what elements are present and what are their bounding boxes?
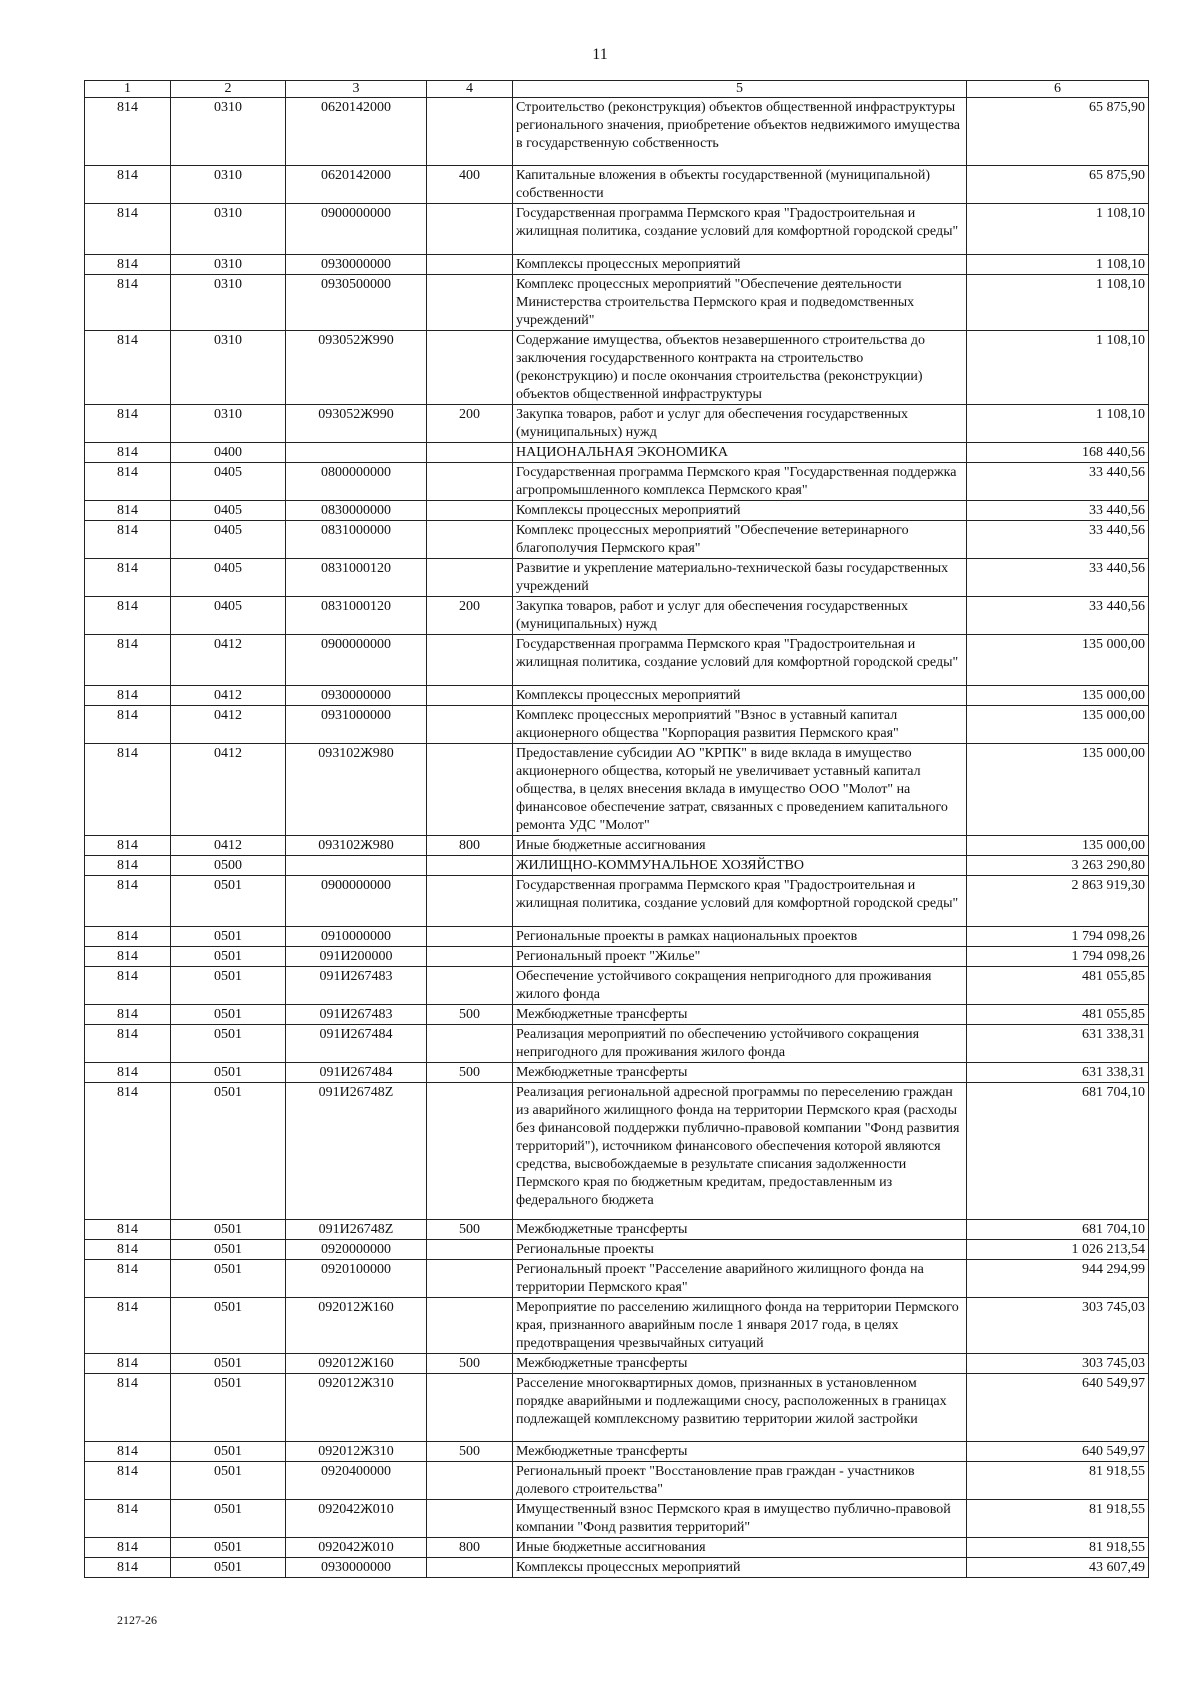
item-description-cell: Государственная программа Пермского края "Государственная поддержка агропромышленного комплекса Пермского края": [513, 463, 967, 501]
expense-type-code-cell: 500: [427, 1442, 513, 1462]
table-row: [85, 1298, 1149, 1354]
table-row: [85, 1374, 1149, 1442]
amount-cell: 135 000,00: [967, 635, 1149, 686]
target-article-code-cell: 0831000120: [286, 597, 427, 635]
expense-type-code-cell: [427, 927, 513, 947]
table-row: [85, 98, 1149, 166]
expense-type-code-cell: 500: [427, 1005, 513, 1025]
target-article-code-cell: 092012Ж160: [286, 1354, 427, 1374]
item-description-cell: Региональные проекты в рамках национальных проектов: [513, 927, 967, 947]
ministry-code-cell: 814: [85, 255, 171, 275]
section-code-cell: 0501: [171, 1025, 286, 1063]
item-description-cell: Государственная программа Пермского края "Градостроительная и жилищная политика, создание условий для комфортной городской среды": [513, 876, 967, 927]
target-article-code-cell: 091И267483: [286, 1005, 427, 1025]
column-header-3: 3: [286, 81, 427, 98]
item-description-cell: Региональный проект "Жилье": [513, 947, 967, 967]
expense-type-code-cell: [427, 501, 513, 521]
table-row: [85, 706, 1149, 744]
target-article-code-cell: 0800000000: [286, 463, 427, 501]
section-code-cell: 0501: [171, 947, 286, 967]
item-description-cell: Межбюджетные трансферты: [513, 1005, 967, 1025]
amount-cell: 1 794 098,26: [967, 947, 1149, 967]
ministry-code-cell: 814: [85, 1063, 171, 1083]
item-description-cell: Межбюджетные трансферты: [513, 1442, 967, 1462]
expense-type-code-cell: [427, 1298, 513, 1354]
amount-cell: 1 108,10: [967, 255, 1149, 275]
item-description-cell: Мероприятие по расселению жилищного фонда на территории Пермского края, признанного аварийным после 1 января 2017 года, в целях предотвращения чрезвычайных ситуаций: [513, 1298, 967, 1354]
target-article-code-cell: 093052Ж990: [286, 331, 427, 405]
section-code-cell: 0501: [171, 1462, 286, 1500]
amount-cell: 135 000,00: [967, 686, 1149, 706]
expense-type-code-cell: [427, 967, 513, 1005]
amount-cell: 81 918,55: [967, 1538, 1149, 1558]
ministry-code-cell: 814: [85, 559, 171, 597]
section-code-cell: 0310: [171, 331, 286, 405]
expense-type-code-cell: [427, 1083, 513, 1220]
section-code-cell: 0400: [171, 443, 286, 463]
ministry-code-cell: 814: [85, 1083, 171, 1220]
table-row: [85, 443, 1149, 463]
ministry-code-cell: 814: [85, 1025, 171, 1063]
table-row: [85, 1063, 1149, 1083]
item-description-cell: Комплекс процессных мероприятий "Обеспечение ветеринарного благополучия Пермского края": [513, 521, 967, 559]
expense-type-code-cell: [427, 1558, 513, 1578]
target-article-code-cell: 091И26748Z: [286, 1220, 427, 1240]
table-row: [85, 635, 1149, 686]
expense-type-code-cell: 800: [427, 1538, 513, 1558]
section-code-cell: 0412: [171, 744, 286, 836]
target-article-code-cell: 0620142000: [286, 98, 427, 166]
ministry-code-cell: 814: [85, 463, 171, 501]
expense-type-code-cell: 200: [427, 405, 513, 443]
item-description-cell: Иные бюджетные ассигнования: [513, 1538, 967, 1558]
amount-cell: 303 745,03: [967, 1354, 1149, 1374]
item-description-cell: Строительство (реконструкция) объектов общественной инфраструктуры регионального значения, приобретение объектов недвижимого имущества в государственную собственность: [513, 98, 967, 166]
table-row: [85, 597, 1149, 635]
ministry-code-cell: 814: [85, 331, 171, 405]
table-row: [85, 947, 1149, 967]
section-code-cell: 0310: [171, 98, 286, 166]
expense-type-code-cell: [427, 1260, 513, 1298]
amount-cell: 33 440,56: [967, 597, 1149, 635]
expense-type-code-cell: [427, 1025, 513, 1063]
expense-type-code-cell: [427, 706, 513, 744]
section-code-cell: 0501: [171, 1298, 286, 1354]
target-article-code-cell: 0900000000: [286, 204, 427, 255]
item-description-cell: Содержание имущества, объектов незавершенного строительства до заключения государственного контракта на строительство (реконструкцию) и после окончания строительства (реконструкции) объектов общественной инфраструктуры: [513, 331, 967, 405]
expense-type-code-cell: [427, 1374, 513, 1442]
item-description-cell: Межбюджетные трансферты: [513, 1063, 967, 1083]
section-code-cell: 0500: [171, 856, 286, 876]
amount-cell: 2 863 919,30: [967, 876, 1149, 927]
item-description-cell: Региональные проекты: [513, 1240, 967, 1260]
item-description-cell: Межбюджетные трансферты: [513, 1220, 967, 1240]
ministry-code-cell: 814: [85, 1298, 171, 1354]
item-description-cell: Имущественный взнос Пермского края в имущество публично-правовой компании "Фонд развития территорий": [513, 1500, 967, 1538]
section-code-cell: 0501: [171, 1374, 286, 1442]
table-row: [85, 1260, 1149, 1298]
expense-type-code-cell: [427, 876, 513, 927]
section-code-cell: 0405: [171, 521, 286, 559]
target-article-code-cell: 0830000000: [286, 501, 427, 521]
table-row: [85, 405, 1149, 443]
item-description-cell: НАЦИОНАЛЬНАЯ ЭКОНОМИКА: [513, 443, 967, 463]
item-description-cell: Реализация мероприятий по обеспечению устойчивого сокращения непригодного для проживания жилого фонда: [513, 1025, 967, 1063]
target-article-code-cell: 092042Ж010: [286, 1500, 427, 1538]
target-article-code-cell: [286, 443, 427, 463]
table-row: [85, 744, 1149, 836]
section-code-cell: 0405: [171, 463, 286, 501]
ministry-code-cell: 814: [85, 501, 171, 521]
expense-type-code-cell: 400: [427, 166, 513, 204]
amount-cell: 135 000,00: [967, 706, 1149, 744]
target-article-code-cell: 0931000000: [286, 706, 427, 744]
table-row: [85, 836, 1149, 856]
ministry-code-cell: 814: [85, 1558, 171, 1578]
ministry-code-cell: 814: [85, 275, 171, 331]
ministry-code-cell: 814: [85, 876, 171, 927]
section-code-cell: 0501: [171, 927, 286, 947]
expense-type-code-cell: [427, 463, 513, 501]
section-code-cell: 0310: [171, 166, 286, 204]
ministry-code-cell: 814: [85, 706, 171, 744]
ministry-code-cell: 814: [85, 1374, 171, 1442]
section-code-cell: 0405: [171, 597, 286, 635]
section-code-cell: 0310: [171, 275, 286, 331]
target-article-code-cell: 0930000000: [286, 255, 427, 275]
amount-cell: 1 108,10: [967, 275, 1149, 331]
target-article-code-cell: 091И267483: [286, 967, 427, 1005]
column-header-2: 2: [171, 81, 286, 98]
expense-type-code-cell: 500: [427, 1354, 513, 1374]
item-description-cell: Государственная программа Пермского края "Градостроительная и жилищная политика, создание условий для комфортной городской среды": [513, 635, 967, 686]
target-article-code-cell: 092012Ж160: [286, 1298, 427, 1354]
item-description-cell: Комплексы процессных мероприятий: [513, 1558, 967, 1578]
ministry-code-cell: 814: [85, 1538, 171, 1558]
target-article-code-cell: 092012Ж310: [286, 1374, 427, 1442]
section-code-cell: 0501: [171, 1063, 286, 1083]
amount-cell: 481 055,85: [967, 967, 1149, 1005]
amount-cell: 681 704,10: [967, 1220, 1149, 1240]
target-article-code-cell: 0831000000: [286, 521, 427, 559]
ministry-code-cell: 814: [85, 521, 171, 559]
section-code-cell: 0412: [171, 706, 286, 744]
amount-cell: 33 440,56: [967, 463, 1149, 501]
ministry-code-cell: 814: [85, 744, 171, 836]
table-row: [85, 204, 1149, 255]
section-code-cell: 0501: [171, 967, 286, 1005]
expense-type-code-cell: [427, 559, 513, 597]
amount-cell: 135 000,00: [967, 836, 1149, 856]
expense-type-code-cell: [427, 947, 513, 967]
expense-type-code-cell: 500: [427, 1063, 513, 1083]
section-code-cell: 0501: [171, 1240, 286, 1260]
expense-type-code-cell: [427, 98, 513, 166]
amount-cell: 135 000,00: [967, 744, 1149, 836]
ministry-code-cell: 814: [85, 1462, 171, 1500]
item-description-cell: Развитие и укрепление материально-технической базы государственных учреждений: [513, 559, 967, 597]
table-row: [85, 856, 1149, 876]
ministry-code-cell: 814: [85, 686, 171, 706]
item-description-cell: Комплексы процессных мероприятий: [513, 255, 967, 275]
item-description-cell: Закупка товаров, работ и услуг для обеспечения государственных (муниципальных) нужд: [513, 405, 967, 443]
ministry-code-cell: 814: [85, 927, 171, 947]
amount-cell: 3 263 290,80: [967, 856, 1149, 876]
target-article-code-cell: 093102Ж980: [286, 836, 427, 856]
target-article-code-cell: 092042Ж010: [286, 1538, 427, 1558]
target-article-code-cell: 0910000000: [286, 927, 427, 947]
ministry-code-cell: 814: [85, 635, 171, 686]
amount-cell: 481 055,85: [967, 1005, 1149, 1025]
amount-cell: 631 338,31: [967, 1025, 1149, 1063]
section-code-cell: 0405: [171, 501, 286, 521]
item-description-cell: Межбюджетные трансферты: [513, 1354, 967, 1374]
target-article-code-cell: 091И267484: [286, 1025, 427, 1063]
section-code-cell: 0501: [171, 1260, 286, 1298]
amount-cell: 681 704,10: [967, 1083, 1149, 1220]
target-article-code-cell: 0831000120: [286, 559, 427, 597]
amount-cell: 81 918,55: [967, 1500, 1149, 1538]
table-row: [85, 1442, 1149, 1462]
document-code: 2127-26: [117, 1613, 157, 1627]
target-article-code-cell: 0900000000: [286, 635, 427, 686]
column-header-1: 1: [85, 81, 171, 98]
amount-cell: 640 549,97: [967, 1442, 1149, 1462]
section-code-cell: 0501: [171, 1558, 286, 1578]
item-description-cell: Комплекс процессных мероприятий "Взнос в уставный капитал акционерного общества "Корпорация развития Пермского края": [513, 706, 967, 744]
ministry-code-cell: 814: [85, 1005, 171, 1025]
amount-cell: 1 108,10: [967, 204, 1149, 255]
target-article-code-cell: 093102Ж980: [286, 744, 427, 836]
target-article-code-cell: 091И200000: [286, 947, 427, 967]
table-row: [85, 463, 1149, 501]
target-article-code-cell: 0900000000: [286, 876, 427, 927]
amount-cell: 1 794 098,26: [967, 927, 1149, 947]
expense-type-code-cell: [427, 856, 513, 876]
item-description-cell: Предоставление субсидии АО "КРПК" в виде вклада в имущество акционерного общества, который не увеличивает уставный капитал общества, в целях внесения вклада в имущество ООО "Молот" на финансовое обеспечение затрат, связанных с проведением капитального ремонта УДС "Молот": [513, 744, 967, 836]
target-article-code-cell: 0930000000: [286, 686, 427, 706]
expense-type-code-cell: 800: [427, 836, 513, 856]
target-article-code-cell: 093052Ж990: [286, 405, 427, 443]
section-code-cell: 0310: [171, 204, 286, 255]
target-article-code-cell: 0930000000: [286, 1558, 427, 1578]
ministry-code-cell: 814: [85, 1500, 171, 1538]
section-code-cell: 0501: [171, 1538, 286, 1558]
table-header-row: [85, 81, 1149, 98]
budget-table: [84, 80, 1149, 1578]
table-row: [85, 1005, 1149, 1025]
table-row: [85, 1538, 1149, 1558]
ministry-code-cell: 814: [85, 856, 171, 876]
amount-cell: 1 108,10: [967, 405, 1149, 443]
expense-type-code-cell: [427, 686, 513, 706]
target-article-code-cell: 0920000000: [286, 1240, 427, 1260]
amount-cell: 640 549,97: [967, 1374, 1149, 1442]
ministry-code-cell: 814: [85, 967, 171, 1005]
expense-type-code-cell: [427, 1462, 513, 1500]
target-article-code-cell: 091И26748Z: [286, 1083, 427, 1220]
column-header-4: 4: [427, 81, 513, 98]
target-article-code-cell: 0920100000: [286, 1260, 427, 1298]
expense-type-code-cell: [427, 331, 513, 405]
target-article-code-cell: [286, 856, 427, 876]
amount-cell: 1 108,10: [967, 331, 1149, 405]
item-description-cell: Расселение многоквартирных домов, признанных в установленном порядке аварийными и подлежащими сносу, расположенных в границах подлежащей комплексному развитию территории жилой застройки: [513, 1374, 967, 1442]
ministry-code-cell: 814: [85, 947, 171, 967]
amount-cell: 631 338,31: [967, 1063, 1149, 1083]
amount-cell: 33 440,56: [967, 521, 1149, 559]
table-row: [85, 686, 1149, 706]
ministry-code-cell: 814: [85, 98, 171, 166]
table-row: [85, 876, 1149, 927]
section-code-cell: 0501: [171, 1083, 286, 1220]
ministry-code-cell: 814: [85, 204, 171, 255]
table-row: [85, 331, 1149, 405]
table-row: [85, 521, 1149, 559]
expense-type-code-cell: [427, 204, 513, 255]
table-row: [85, 1500, 1149, 1538]
ministry-code-cell: 814: [85, 1354, 171, 1374]
table-row: [85, 166, 1149, 204]
item-description-cell: Обеспечение устойчивого сокращения непригодного для проживания жилого фонда: [513, 967, 967, 1005]
table-row: [85, 1220, 1149, 1240]
expense-type-code-cell: [427, 744, 513, 836]
table-row: [85, 1240, 1149, 1260]
item-description-cell: Комплексы процессных мероприятий: [513, 686, 967, 706]
item-description-cell: Реализация региональной адресной программы по переселению граждан из аварийного жилищного фонда на территории Пермского края (расходы без финансовой поддержки публично-правовой компании "Фонд развития территорий"), источником финансового обеспечения которой являются средства, высвобождаемые в результате списания задолженности Пермского края по бюджетным кредитам, предоставленным из федерального бюджета: [513, 1083, 967, 1220]
expense-type-code-cell: 500: [427, 1220, 513, 1240]
column-header-5: 5: [513, 81, 967, 98]
table-row: [85, 927, 1149, 947]
item-description-cell: Комплекс процессных мероприятий "Обеспечение деятельности Министерства строительства Пермского края и подведомственных учреждений": [513, 275, 967, 331]
target-article-code-cell: 0930500000: [286, 275, 427, 331]
section-code-cell: 0310: [171, 405, 286, 443]
item-description-cell: Государственная программа Пермского края "Градостроительная и жилищная политика, создание условий для комфортной городской среды": [513, 204, 967, 255]
table-row: [85, 967, 1149, 1005]
ministry-code-cell: 814: [85, 836, 171, 856]
amount-cell: 65 875,90: [967, 166, 1149, 204]
target-article-code-cell: 091И267484: [286, 1063, 427, 1083]
amount-cell: 944 294,99: [967, 1260, 1149, 1298]
ministry-code-cell: 814: [85, 597, 171, 635]
table-row: [85, 559, 1149, 597]
target-article-code-cell: 0620142000: [286, 166, 427, 204]
section-code-cell: 0412: [171, 635, 286, 686]
section-code-cell: 0501: [171, 1354, 286, 1374]
expense-type-code-cell: [427, 275, 513, 331]
expense-type-code-cell: [427, 635, 513, 686]
expense-type-code-cell: [427, 521, 513, 559]
item-description-cell: Комплексы процессных мероприятий: [513, 501, 967, 521]
section-code-cell: 0405: [171, 559, 286, 597]
amount-cell: 1 026 213,54: [967, 1240, 1149, 1260]
ministry-code-cell: 814: [85, 1220, 171, 1240]
ministry-code-cell: 814: [85, 1240, 171, 1260]
section-code-cell: 0501: [171, 1005, 286, 1025]
amount-cell: 33 440,56: [967, 501, 1149, 521]
table-row: [85, 1083, 1149, 1220]
ministry-code-cell: 814: [85, 1260, 171, 1298]
column-header-6: 6: [967, 81, 1149, 98]
expense-type-code-cell: 200: [427, 597, 513, 635]
expense-type-code-cell: [427, 443, 513, 463]
expense-type-code-cell: [427, 255, 513, 275]
amount-cell: 303 745,03: [967, 1298, 1149, 1354]
expense-type-code-cell: [427, 1240, 513, 1260]
item-description-cell: ЖИЛИЩНО-КОММУНАЛЬНОЕ ХОЗЯЙСТВО: [513, 856, 967, 876]
expense-type-code-cell: [427, 1500, 513, 1538]
table-row: [85, 275, 1149, 331]
section-code-cell: 0501: [171, 876, 286, 927]
table-row: [85, 1025, 1149, 1063]
ministry-code-cell: 814: [85, 443, 171, 463]
table-body: [85, 98, 1149, 1578]
section-code-cell: 0501: [171, 1442, 286, 1462]
table-row: [85, 1462, 1149, 1500]
ministry-code-cell: 814: [85, 1442, 171, 1462]
amount-cell: 65 875,90: [967, 98, 1149, 166]
amount-cell: 81 918,55: [967, 1462, 1149, 1500]
item-description-cell: Закупка товаров, работ и услуг для обеспечения государственных (муниципальных) нужд: [513, 597, 967, 635]
amount-cell: 168 440,56: [967, 443, 1149, 463]
page-number: 11: [592, 46, 608, 63]
section-code-cell: 0501: [171, 1500, 286, 1538]
table-row: [85, 501, 1149, 521]
item-description-cell: Региональный проект "Расселение аварийного жилищного фонда на территории Пермского края": [513, 1260, 967, 1298]
section-code-cell: 0412: [171, 686, 286, 706]
target-article-code-cell: 0920400000: [286, 1462, 427, 1500]
table-row: [85, 255, 1149, 275]
section-code-cell: 0501: [171, 1220, 286, 1240]
item-description-cell: Иные бюджетные ассигнования: [513, 836, 967, 856]
table-row: [85, 1354, 1149, 1374]
section-code-cell: 0412: [171, 836, 286, 856]
target-article-code-cell: 092012Ж310: [286, 1442, 427, 1462]
ministry-code-cell: 814: [85, 405, 171, 443]
amount-cell: 43 607,49: [967, 1558, 1149, 1578]
ministry-code-cell: 814: [85, 166, 171, 204]
amount-cell: 33 440,56: [967, 559, 1149, 597]
item-description-cell: Капитальные вложения в объекты государственной (муниципальной) собственности: [513, 166, 967, 204]
section-code-cell: 0310: [171, 255, 286, 275]
item-description-cell: Региональный проект "Восстановление прав граждан - участников долевого строительства": [513, 1462, 967, 1500]
table-row: [85, 1558, 1149, 1578]
